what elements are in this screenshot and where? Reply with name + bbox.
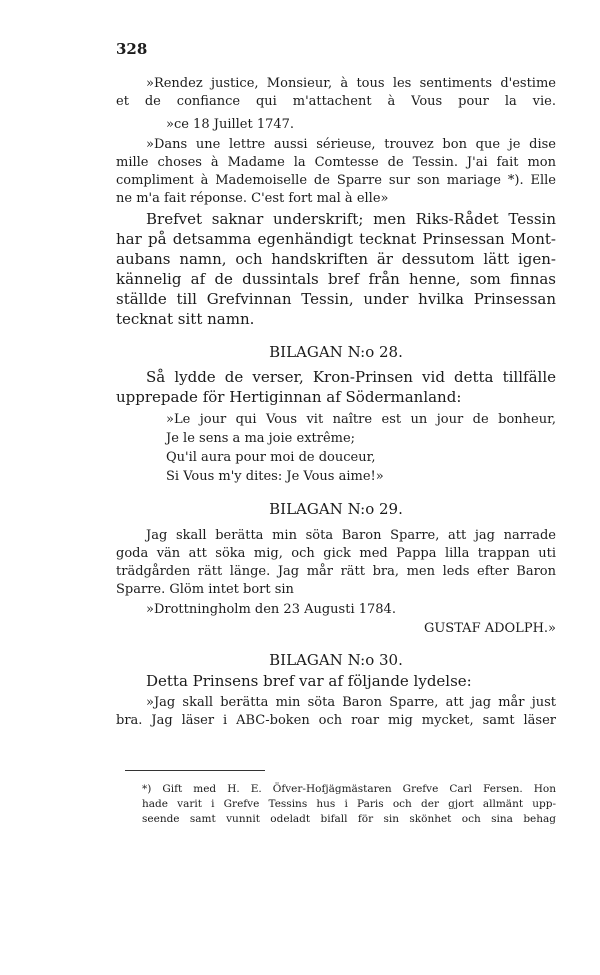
section-heading-28: BILAGAN N:o 28.: [269, 343, 403, 361]
text-line: compliment à Mademoiselle de Sparre sur son mariage *). Elle: [116, 173, 556, 188]
dateline: »Drottningholm den 23 Augusti 1784.: [146, 602, 396, 617]
verse-line: Si Vous m'y dites: Je Vous aime!»: [166, 469, 384, 484]
verse-line: Je le sens a ma joie extrême;: [166, 431, 356, 446]
footnote-line: seende samt vunnit odeladt bifall för sin skönhet och sina behag: [142, 813, 556, 825]
dateline: »ce 18 Juillet 1747.: [166, 117, 295, 132]
text-line: aubans namn, och handskriften är dessutom lätt igen-: [116, 250, 556, 268]
text-line: mille choses à Madame la Comtesse de Tessin. J'ai fait mon: [116, 155, 556, 170]
text-line: upprepade för Hertiginnan af Södermanland:: [116, 388, 462, 406]
text-line: »Dans une lettre aussi sérieuse, trouvez bon que je dise: [146, 137, 556, 152]
footnote-rule: [125, 770, 265, 771]
footnote-line: hade varit i Grefve Tessins hus i Paris och der gjort allmänt upp-: [142, 798, 556, 810]
text-line: et de confiance qui m'attachent à Vous pour la vie.: [116, 94, 556, 109]
verse-line: »Le jour qui Vous vit naître est un jour de bonheur,: [166, 412, 556, 427]
text-line: kännelig af de dussintals bref från henne, som finnas: [116, 270, 556, 288]
text-line: goda vän att söka mig, och gick med Pappa lilla trappan uti: [116, 546, 556, 561]
section-heading-30: BILAGAN N:o 30.: [269, 651, 403, 669]
text-line: Så lydde de verser, Kron-Prinsen vid detta tillfälle: [146, 368, 556, 386]
text-line: trädgården rätt länge. Jag mår rätt bra, men leds efter Baron: [116, 564, 556, 579]
text-line: Jag skall berätta min söta Baron Sparre, att jag narrade: [146, 528, 556, 543]
text-line: ne m'a fait réponse. C'est fort mal à elle»: [116, 191, 389, 206]
verse-line: Qu'il aura pour moi de douceur,: [166, 450, 376, 465]
text-line: Detta Prinsens bref var af följande lydelse:: [146, 672, 472, 690]
text-line: Brefvet saknar underskrift; men Riks-Rådet Tessin: [146, 210, 556, 228]
text-line: Sparre. Glöm intet bort sin: [116, 582, 294, 597]
text-line: ställde till Grefvinnan Tessin, under hvilka Prinsessan: [116, 290, 556, 308]
footnote-line: *) Gift med H. E. Öfver-Hofjägmästaren Grefve Carl Fersen. Hon: [142, 783, 556, 795]
text-line: »Rendez justice, Monsieur, à tous les sentiments d'estime: [146, 76, 556, 91]
signature-line: GUSTAF ADOLPH.»: [423, 621, 556, 636]
text-line: bra. Jag läser i ABC-boken och roar mig mycket, samt läser: [116, 713, 556, 728]
text-line: tecknat sitt namn.: [116, 310, 255, 328]
text-line: »Jag skall berätta min söta Baron Sparre, att jag mår just: [146, 695, 556, 710]
section-heading-29: BILAGAN N:o 29.: [269, 500, 403, 518]
page-number: 328: [116, 40, 148, 58]
text-line: har på detsamma egenhändigt tecknat Prinsessan Mont-: [116, 230, 556, 248]
